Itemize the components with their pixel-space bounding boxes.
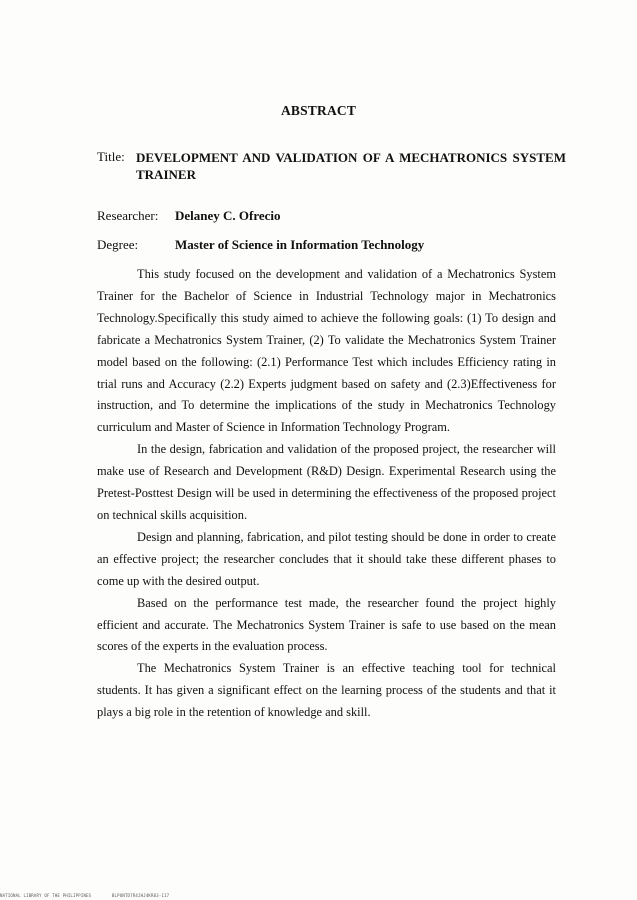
library-footer — [0, 893, 169, 898]
abstract-heading: ABSTRACT — [280, 103, 357, 118]
thesis-title: DEVELOPMENT AND VALIDATION OF A MECHATRONICS SYSTEM TRAINER — [136, 150, 566, 182]
footer-library-name: NATIONAL LIBRARY OF THE PHILIPPINES — [0, 893, 92, 898]
degree-value: Master of Science in Information Technology — [175, 237, 425, 252]
footer-document-code: BLPONTD7R4JHJ4KR03-117 — [111, 893, 170, 898]
degree-label: Degree: — [97, 237, 139, 252]
researcher-label: Researcher: — [97, 208, 159, 223]
paragraph-objectives: This study focused on the development and validation of a Mechatronics System Trainer for the Bachelor of Science in Industrial Technology major in Mechatronics Technology.Specifically this study aimed to achieve the following goals: (1) To design and fabricate a Mechatronics System Trainer, (2) To validate the Mechatronics System Trainer model based on the following: (2.1) Performance Test which includes Efficiency rating in trial runs and Accuracy (2.2) Experts judgment based on safety and (2.3)Effectiveness for instruction, and To determine the implications of the study in Mechatronics Technology curriculum and Master of Science in Information Technology Program. — [97, 267, 556, 435]
paragraph-phases: Design and planning, fabrication, and pilot testing should be done in order to create an effective project; the researcher concludes that it should take these different phases to come up with the desired output. — [97, 529, 556, 588]
paragraph-effectiveness: The Mechatronics System Trainer is an effective teaching tool for technical students. It has given a significant effect on the learning process of the students and that it plays a big role in the retention of knowledge and skill. — [97, 661, 556, 720]
abstract-body — [97, 264, 556, 724]
paragraph-performance: Based on the performance test made, the researcher found the project highly efficient and accurate. The Mechatronics System Trainer is safe to use based on the mean scores of the experts in the evaluation process. — [97, 595, 556, 654]
title-label: Title: — [97, 149, 125, 164]
paragraph-design: In the design, fabrication and validation of the proposed project, the researcher will make use of Research and Development (R&D) Design. Experimental Research using the Pretest-Posttest Design will be used in determining the effectiveness of the proposed project on technical skills acquisition. — [97, 442, 556, 522]
researcher-name: Delaney C. Ofrecio — [175, 208, 281, 223]
